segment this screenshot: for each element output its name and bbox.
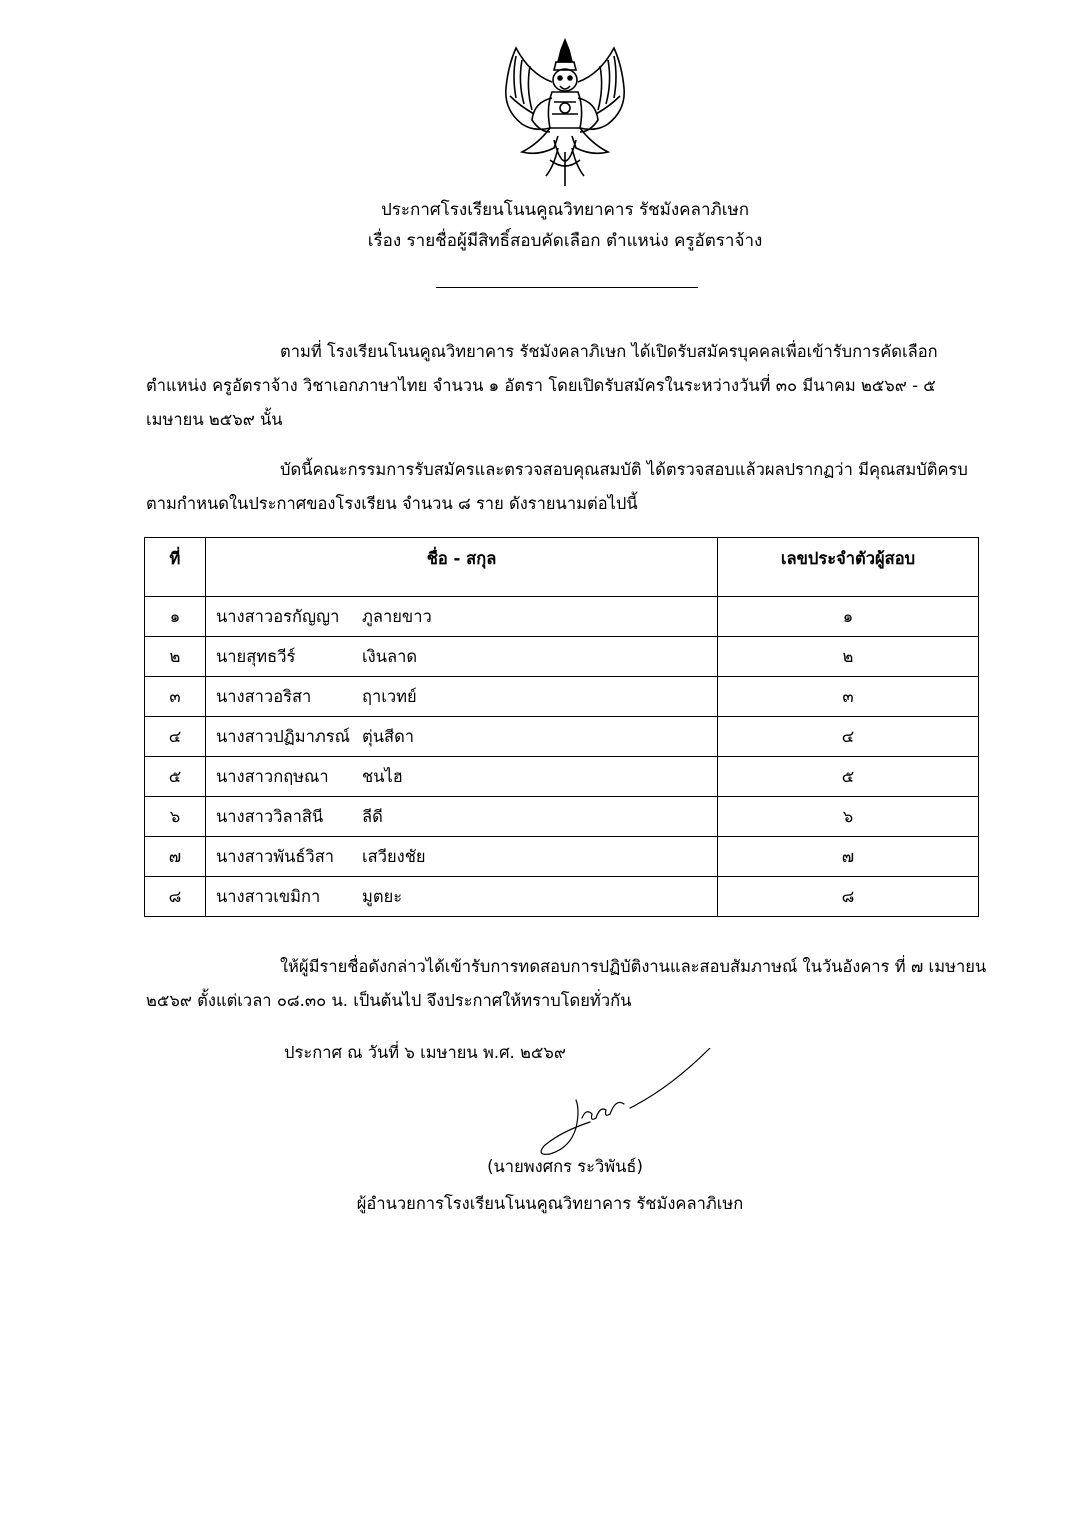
announce-date: ประกาศ ณ วันที่ ๖ เมษายน พ.ศ. ๒๕๖๙ (284, 1043, 566, 1062)
last-name: มูตยะ (362, 886, 403, 906)
table-row (145, 597, 979, 637)
handwritten-signature (520, 1048, 720, 1168)
first-name: นางสาวกฤษณา (216, 766, 329, 786)
table-header-row (145, 538, 979, 597)
table-row (145, 717, 979, 757)
table-row (145, 797, 979, 837)
row-no: ๔ (145, 717, 206, 757)
row-exam-id: ๑ (718, 597, 979, 637)
last-name: ภูลายขาว (362, 606, 432, 626)
row-name (206, 637, 718, 677)
first-name: นางสาวพันธ์วิสา (216, 846, 335, 866)
header-name: ชื่อ - สกุล (206, 538, 718, 597)
row-exam-id: ๘ (718, 877, 979, 917)
table-row (145, 757, 979, 797)
row-no: ๘ (145, 877, 206, 917)
row-exam-id: ๒ (718, 637, 979, 677)
announcement-subject: เรื่อง รายชื่อผู้มีสิทธิ์สอบคัดเลือก ตำแหน่ง ครูอัตราจ้าง (367, 231, 763, 251)
row-name (206, 877, 718, 917)
table-row (145, 637, 979, 677)
first-name: นางสาววิลาสินี (216, 806, 324, 826)
paragraph-qualification-text: บัดนี้คณะกรรมการรับสมัครและตรวจสอบคุณสมบัติ ได้ตรวจสอบแล้วผลปรากฏว่า มีคุณสมบัติครบตามกำหนดในประกาศของโรงเรียน จำนวน ๘ ราย ดังรายนามต่อไปนี้ (146, 460, 968, 513)
row-no: ๖ (145, 797, 206, 837)
row-no: ๑ (145, 597, 206, 637)
row-no: ๗ (145, 837, 206, 877)
row-exam-id: ๓ (718, 677, 979, 717)
row-no: ๒ (145, 637, 206, 677)
row-no: ๓ (145, 677, 206, 717)
row-exam-id: ๖ (718, 797, 979, 837)
paragraph-application (146, 335, 988, 437)
row-name (206, 717, 718, 757)
garuda-emblem-icon (494, 36, 636, 188)
last-name: ชนไฮ (362, 766, 403, 786)
title-divider (436, 287, 698, 288)
row-name (206, 597, 718, 637)
candidate-table (144, 537, 979, 917)
row-name (206, 677, 718, 717)
table-row (145, 877, 979, 917)
row-name (206, 757, 718, 797)
row-exam-id: ๔ (718, 717, 979, 757)
row-exam-id: ๗ (718, 837, 979, 877)
first-name: นางสาวเขมิกา (216, 886, 321, 906)
row-name (206, 797, 718, 837)
paragraph-qualification (146, 453, 988, 521)
paragraph-interview-text: ให้ผู้มีรายชื่อดังกล่าวได้เข้ารับการทดสอบการปฏิบัติงานและสอบสัมภาษณ์ ในวันอังคาร ที่ ๗ เมษายน ๒๕๖๙ ตั้งแต่เวลา ๐๘.๓๐ น. เป็นต้นไป จึงประกาศให้ทราบโดยทั่วกัน (146, 957, 987, 1010)
header-exam-id: เลขประจำตัวผู้สอบ (718, 538, 979, 597)
signer-position: ผู้อำนวยการโรงเรียนโนนคูณวิทยาคาร รัชมังคลาภิเษก (356, 1194, 744, 1213)
row-name (206, 837, 718, 877)
last-name: ฤาเวทย์ (362, 686, 417, 706)
last-name: เสวียงชัย (362, 846, 426, 866)
last-name: ลีดี (362, 806, 383, 826)
last-name: ตุ่นสีดา (362, 726, 415, 746)
header-no: ที่ (145, 538, 206, 597)
first-name: นางสาวอรกัญญา (216, 606, 340, 626)
first-name: นางสาวปฏิมาภรณ์ (216, 726, 350, 746)
row-no: ๕ (145, 757, 206, 797)
last-name: เงินลาด (362, 646, 418, 666)
row-exam-id: ๕ (718, 757, 979, 797)
paragraph-application-text: ตามที่ โรงเรียนโนนคูณวิทยาคาร รัชมังคลาภิเษก ได้เปิดรับสมัครบุคคลเพื่อเข้ารับการคัดเลือก ตำแหน่ง ครูอัตราจ้าง วิชาเอกภาษาไทย จำนวน ๑ อัตรา โดยเปิดรับสมัครในระหว่างวันที่ ๓๐ มีนาคม ๒๕๖๙ - ๕ เมษายน ๒๕๖๙ นั้น (146, 342, 938, 429)
announcement-title: ประกาศโรงเรียนโนนคูณวิทยาคาร รัชมังคลาภิเษก (380, 200, 750, 220)
first-name: นายสุทธวีร์ (216, 646, 296, 666)
table-row (145, 837, 979, 877)
paragraph-interview (146, 950, 988, 1018)
signer-name: (นายพงศกร ระวิพันธ์) (487, 1157, 643, 1176)
first-name: นางสาวอริสา (216, 686, 312, 706)
table-row (145, 677, 979, 717)
